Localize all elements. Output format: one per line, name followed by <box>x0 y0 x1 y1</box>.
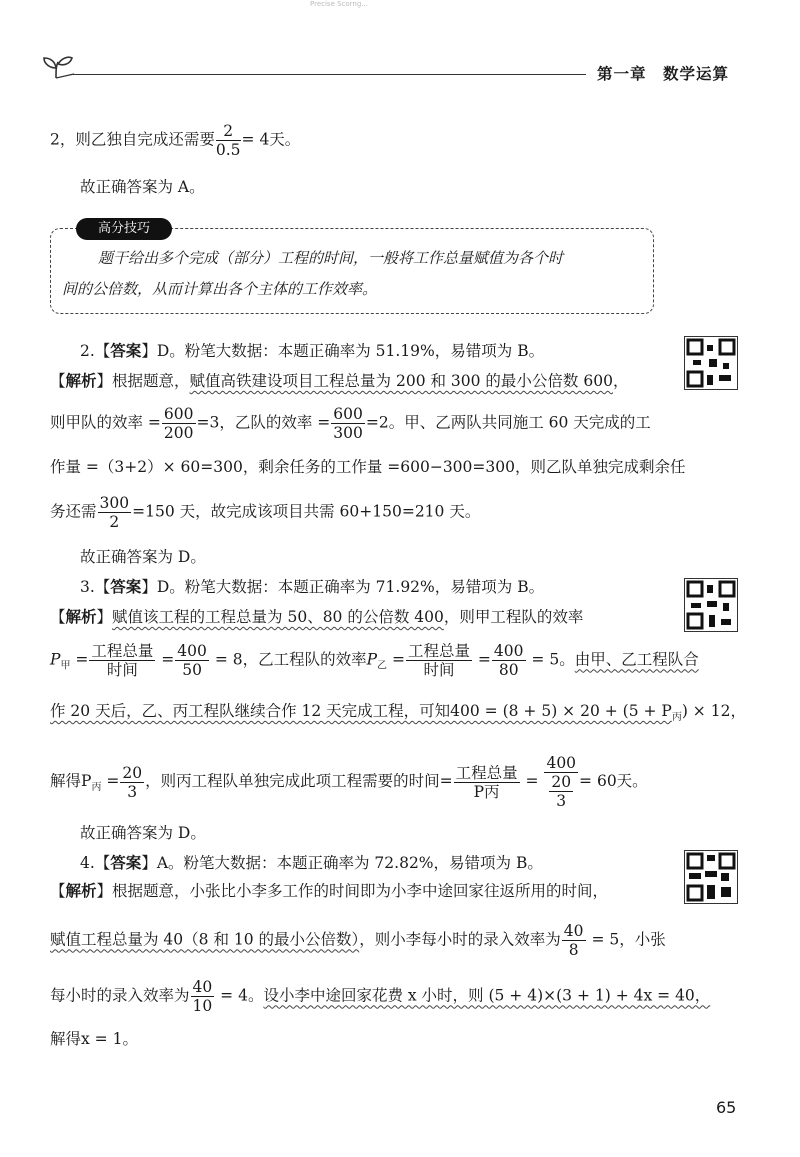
qr-code-icon[interactable] <box>684 336 738 390</box>
q4-line-4: 解得x = 1。 <box>50 1030 138 1048</box>
qr-code-icon[interactable] <box>684 578 738 632</box>
fraction: $\frac{2}{0.5}$ <box>215 122 241 159</box>
fraction: $\frac{\text{工程总量}}{\text{P丙}}$ <box>455 763 518 801</box>
fraction: $\frac{\text{工程总量}}{\text{时间}}$ <box>91 642 154 679</box>
page-number: 65 <box>716 1098 737 1117</box>
fraction: $\frac{40}{8}$ <box>563 922 584 959</box>
fraction: $\frac{400}{\frac{20}{3}}$ <box>546 754 577 810</box>
fraction: $\frac{300}{2}$ <box>99 494 130 531</box>
line-1: 2，则乙独自完成还需要 $\frac{2}{0.5}$ = 4天。 <box>50 122 301 159</box>
q4-line-3: 每小时的录入效率为 $\frac{40}{10}$ = 4。设小李中途回家花费 x 小时，则 (5 + 4)×(3 + 1) + 4x = 40， <box>50 978 711 1015</box>
fraction: $\frac{\text{工程总量}}{\text{时间}}$ <box>407 642 470 679</box>
q3-conclusion: 故正确答案为 D。 <box>80 824 206 842</box>
q2-line-4: 务还需 $\frac{300}{2}$ =150 天，故完成该项目共需 60+150=210 天。 <box>50 494 481 531</box>
q4-analysis: 【解析】根据题意，小张比小李多工作的时间即为小李中途回家往返所用的时间， <box>50 881 609 900</box>
q3-line-2: $P_甲$ = $\frac{\text{工程总量}}{\text{时间}}$ = $\frac{400}{50}$ = 8，乙工程队的效率$P_乙$ = $\frac{\text{工程总量}}{\text{时间}}$ = $\frac{400}{80}$ = 5。由甲、乙工程队合 <box>50 642 699 679</box>
q3-line-4: 解得$P_丙$ = $\frac{20}{3}$ ，则丙工程队单独完成此项工程需要的时间= $\frac{\text{工程总量}}{\text{P丙}}$ = $\frac{400}{\frac{20}{3}}$ = 60天。 <box>50 754 648 810</box>
fraction: $\frac{600}{200}$ <box>163 405 194 442</box>
q2-line-3: 作量 =（3+2）× 60=300，剩余任务的工作量 =600−300=300，则乙队单独完成剩余任 <box>50 458 686 476</box>
fraction: $\frac{20}{3}$ <box>551 773 572 810</box>
fraction: $\frac{400}{50}$ <box>177 642 207 679</box>
fraction: $\frac{40}{10}$ <box>192 978 213 1015</box>
q2-answer: 2.【答案】D。粉笔大数据：本题正确率为 51.19%，易错项为 B。 <box>80 341 545 360</box>
tip-box <box>50 228 654 314</box>
q2-analysis: 【解析】根据题意，赋值高铁建设项目工程总量为 200 和 300 的最小公倍数 600， <box>50 371 629 390</box>
qr-code-icon[interactable] <box>684 850 738 904</box>
watermark-text: Precise Scorng... <box>310 0 368 8</box>
q2-line-2: 则甲队的效率 = $\frac{600}{200}$ =3，乙队的效率 = $\frac{600}{300}$ =2。甲、乙两队共同施工 60 天完成的工 <box>50 405 651 442</box>
q4-answer: 4.【答案】A。粉笔大数据：本题正确率为 72.82%，易错项为 B。 <box>80 853 543 872</box>
fraction: $\frac{20}{3}$ <box>122 763 143 801</box>
sprout-icon <box>40 52 74 80</box>
header-rule <box>70 74 586 75</box>
tip-line-1: 题干给出多个完成（部分）工程的时间，一般将工作总量赋值为各个时 <box>98 249 564 267</box>
tip-line-2: 间的公倍数，从而计算出各个主体的工作效率。 <box>62 280 378 298</box>
chapter-title: 第一章 数学运算 <box>597 65 730 83</box>
q3-answer: 3.【答案】D。粉笔大数据：本题正确率为 71.92%，易错项为 B。 <box>80 577 545 596</box>
q2-conclusion: 故正确答案为 D。 <box>80 548 206 566</box>
line-2: 故正确答案为 A。 <box>80 178 205 196</box>
q4-line-2: 赋值工程总量为 40（8 和 10 的最小公倍数），则小李每小时的录入效率为 $\frac{40}{8}$ = 5，小张 <box>50 922 666 959</box>
q3-analysis: 【解析】赋值该工程的工程总量为 50、80 的公倍数 400，则甲工程队的效率 <box>50 607 584 626</box>
fraction: $\frac{600}{300}$ <box>333 405 363 442</box>
fraction: $\frac{400}{80}$ <box>493 642 524 679</box>
tip-title: 高分技巧 <box>76 218 172 240</box>
q3-line-3: 作 20 天后，乙、丙工程队继续合作 12 天完成工程，可知$400 = (8 + 5) \times 20 + (5 + P_丙) \times 12$， <box>50 702 746 724</box>
